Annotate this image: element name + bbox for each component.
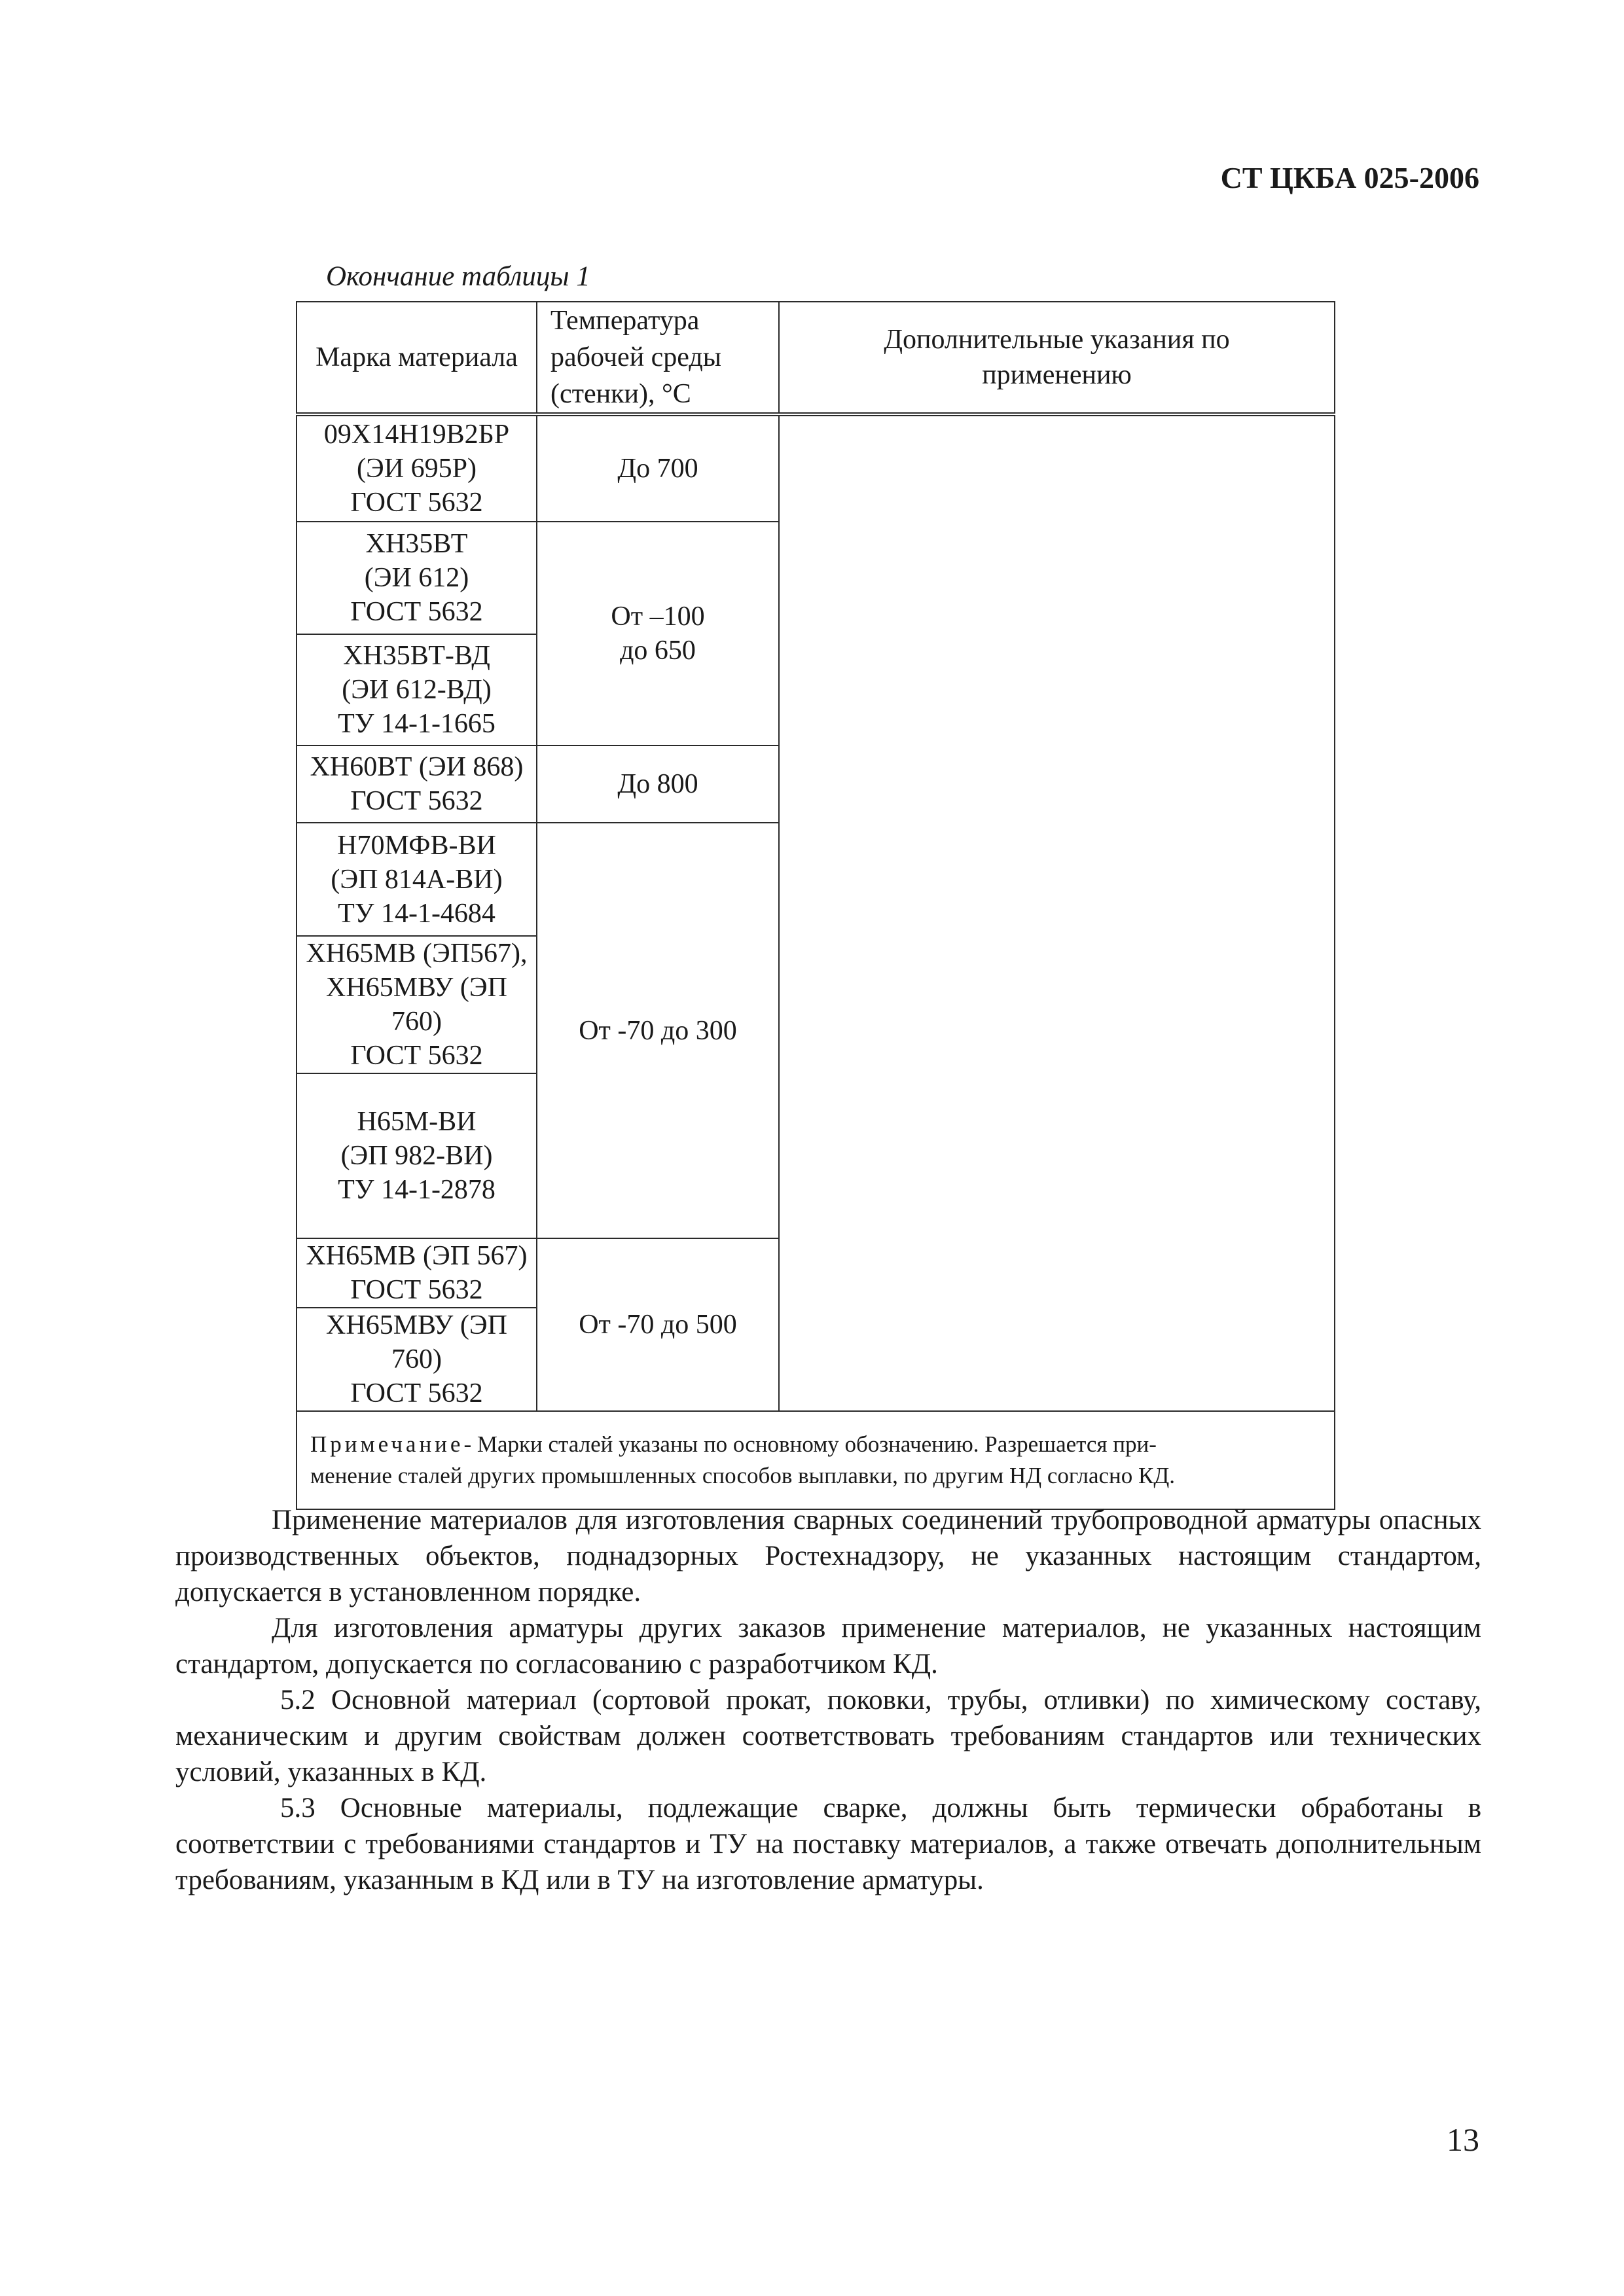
table-note-row: [297, 1411, 1335, 1509]
table-caption: Окончание таблицы 1: [326, 261, 590, 292]
temperature-cell: До 700: [537, 414, 779, 522]
note-text-line1: - Марки сталей указаны по основному обозначению. Разрешается при-: [463, 1431, 1157, 1457]
material-cell: 09Х14Н19В2БР (ЭИ 695Р) ГОСТ 5632: [297, 414, 537, 522]
temperature-cell: От –100 до 650: [537, 522, 779, 745]
notes-cell: [779, 414, 1335, 1411]
note-label: Примечание: [310, 1431, 464, 1457]
materials-table: [296, 301, 1335, 1510]
header-temperature: Температура рабочей среды (стенки), °С: [537, 302, 779, 414]
material-cell: ХН65МВ (ЭП 567) ГОСТ 5632: [297, 1238, 537, 1308]
paragraph: Для изготовления арматуры других заказов применение материалов, не указанных настоящим стандартом, допускается по согласованию с разработчиком КД.: [175, 1613, 1481, 1679]
page-number: 13: [1447, 2121, 1479, 2158]
temperature-cell: До 800: [537, 745, 779, 823]
material-cell: ХН60ВТ (ЭИ 868) ГОСТ 5632: [297, 745, 537, 823]
material-cell: ХН35ВТ (ЭИ 612) ГОСТ 5632: [297, 522, 537, 634]
paragraph-5-2: 5.2 Основной материал (сортовой прокат, поковки, трубы, отливки) по химическому составу, механическим и другим свойствам должен соответствовать требованиям стандартов или технических условий, указанных в КД.: [175, 1685, 1481, 1787]
header-notes: Дополнительные указания по применению: [779, 302, 1335, 414]
material-cell: Н65М-ВИ (ЭП 982-ВИ) ТУ 14-1-2878: [297, 1073, 537, 1238]
material-cell: ХН35ВТ-ВД (ЭИ 612-ВД) ТУ 14-1-1665: [297, 634, 537, 745]
note-text-line2: менение сталей других промышленных способов выплавки, по другим НД согласно КД.: [310, 1463, 1175, 1488]
paragraph: Применение материалов для изготовления сварных соединений трубопроводной арматуры опасных производственных объектов, поднадзорных Ростехнадзору, не указанных настоящим стандартом, допускается в установленном порядке.: [175, 1505, 1481, 1607]
document-code: СТ ЦКБА 025-2006: [1220, 161, 1479, 194]
table-row: [297, 414, 1335, 522]
temperature-cell: От -70 до 500: [537, 1238, 779, 1411]
header-material: Марка материала: [297, 302, 537, 414]
material-cell: Н70МФВ-ВИ (ЭП 814А-ВИ) ТУ 14-1-4684: [297, 823, 537, 936]
temperature-cell: От -70 до 300: [537, 823, 779, 1238]
material-cell: ХН65МВУ (ЭП 760) ГОСТ 5632: [297, 1308, 537, 1411]
paragraph-5-3: 5.3 Основные материалы, подлежащие сварке, должны быть термически обработаны в соответствии с требованиями стандартов и ТУ на поставку материалов, а также отвечать дополнительным требованиям, указанным в КД или в ТУ на изготовление арматуры.: [175, 1793, 1481, 1895]
material-cell: ХН65МВ (ЭП567), ХН65МВУ (ЭП 760) ГОСТ 5632: [297, 936, 537, 1073]
body-text: [175, 1502, 1481, 1898]
table-note: [297, 1411, 1335, 1509]
table-header-row: [297, 302, 1335, 414]
